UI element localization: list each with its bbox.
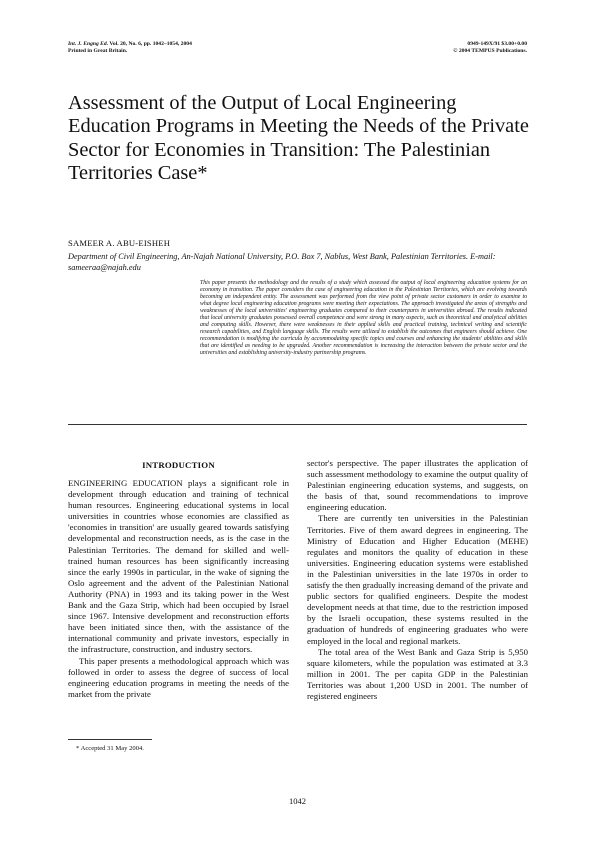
abstract: This paper presents the methodology and the results of a study which assessed the output of local engineering education systems for an economy in transition. The paper considers the case of engineering education in the Palestinian Territories, which are evolving towards becoming an independent entity. The assessment was performed from the view point of private sector customers in order to examine to what degree local engineering education programs were meeting their expectations. The approach investigated the areas of strengths and weaknesses of the local universities' engineering graduates compared to their counterparts in universities abroad. The results indicated that local university graduates possessed overall competence and were strong in many aspects, such as theoretical and analytical abilities and computing skills. However, there were weaknesses in their applied skills and practical training, technical writing and scientific research capabilities, and English language skills. The results were utilized to establish the outcomes that engineers should achieve. One recommendation is modifying the curricula by accommodating specific topics and courses and enhancing the students' abilities and skills that are identified as needing to be upgraded. Another recommendation is increasing the interaction between the private sector and the universities and establishing university-industry partnership programs. <box>200 280 527 357</box>
page-number: 1042 <box>289 796 306 806</box>
footnote: * Accepted 31 May 2004. <box>76 745 144 752</box>
section-heading: INTRODUCTION <box>142 460 215 470</box>
publisher-header <box>453 41 527 55</box>
volume-info: Vol. 20, No. 6, pp. 1042–1054, 2004 <box>108 41 192 47</box>
author-name: SAMEER A. ABU-EISHEH <box>68 238 171 248</box>
footnote-divider <box>68 739 152 740</box>
article-title: Assessment of the Output of Local Engineering Education Programs in Meeting the Needs of the Private Sector for Economies in Transition: The Palestinian Territories Case* <box>68 92 529 185</box>
left-column <box>68 478 289 700</box>
author-affiliation: Department of Civil Engineering, An-Najah National University, P.O. Box 7, Nablus, West Bank, Palestinian Territories. E-mail: sameeraa@najah.edu <box>68 252 496 273</box>
journal-citation <box>68 41 192 48</box>
paragraph: The total area of the West Bank and Gaza Strip is 5,950 square kilometers, while the population was estimated at 3.3 million in 2001. The per capita GDP in the Palestinian Territories was about 1,200 USD in 2001. The number of registered engineers <box>307 646 528 701</box>
issn-price: 0949-149X/91 $3.00+0.00 <box>467 41 527 47</box>
copyright: © 2004 TEMPUS Publications. <box>453 48 527 55</box>
paragraph: There are currently ten universities in the Palestinian Territories. Five of them award degrees in engineering. The Ministry of Education and Higher Education (MEHE) regulates and monitors the quality of education in these universities. Engineering education systems were established in the Palestinian universities in the late 1970s in order to satisfy the then gradually increasing demand of the private and public sectors for qualified engineers. Despite the modest development needs at that time, due to the restriction imposed by the Israeli occupation, these systems resulted in the graduation of hundreds of engineering graduates who were employed in the local and regional markets. <box>307 513 528 646</box>
section-divider <box>68 424 527 425</box>
journal-header <box>68 41 192 55</box>
paragraph: This paper presents a methodological approach which was followed in order to assess the degree of success of local engineering education programs in meeting the needs of the market from the private <box>68 655 289 699</box>
paragraph: sector's perspective. The paper illustrates the application of such assessment methodology to examine the output quality of Palestinian engineering education systems, and suggests, on the basis of that, sound recommendations to improve engineering education. <box>307 458 528 513</box>
journal-name: Int. J. Engng Ed. <box>68 41 109 47</box>
printed-in: Printed in Great Britain. <box>68 48 128 55</box>
right-column <box>307 458 528 702</box>
paragraph: ENGINEERING EDUCATION plays a significant role in development through education and training of technical human resources. Engineering educational systems in local universities in countries whose economies are classified as 'economies in transition' are usually geared towards satisfying developmental and reconstruction needs, as is the case in the Palestinian Territories. The demand for skilled and well-trained human resources has been significantly increasing since the early 1990s in particular, in the wake of signing the Oslo agreement and the advent of the Palestinian National Authority (PNA) in 1993 and its taking power in the West Bank and the Gaza Strip, which had been occupied by Israel since 1967. Intensive development and reconstruction efforts have been initiated since then, with the assistance of the international community and private investors, especially in the infrastructure, construction, and industry sectors. <box>68 478 289 655</box>
